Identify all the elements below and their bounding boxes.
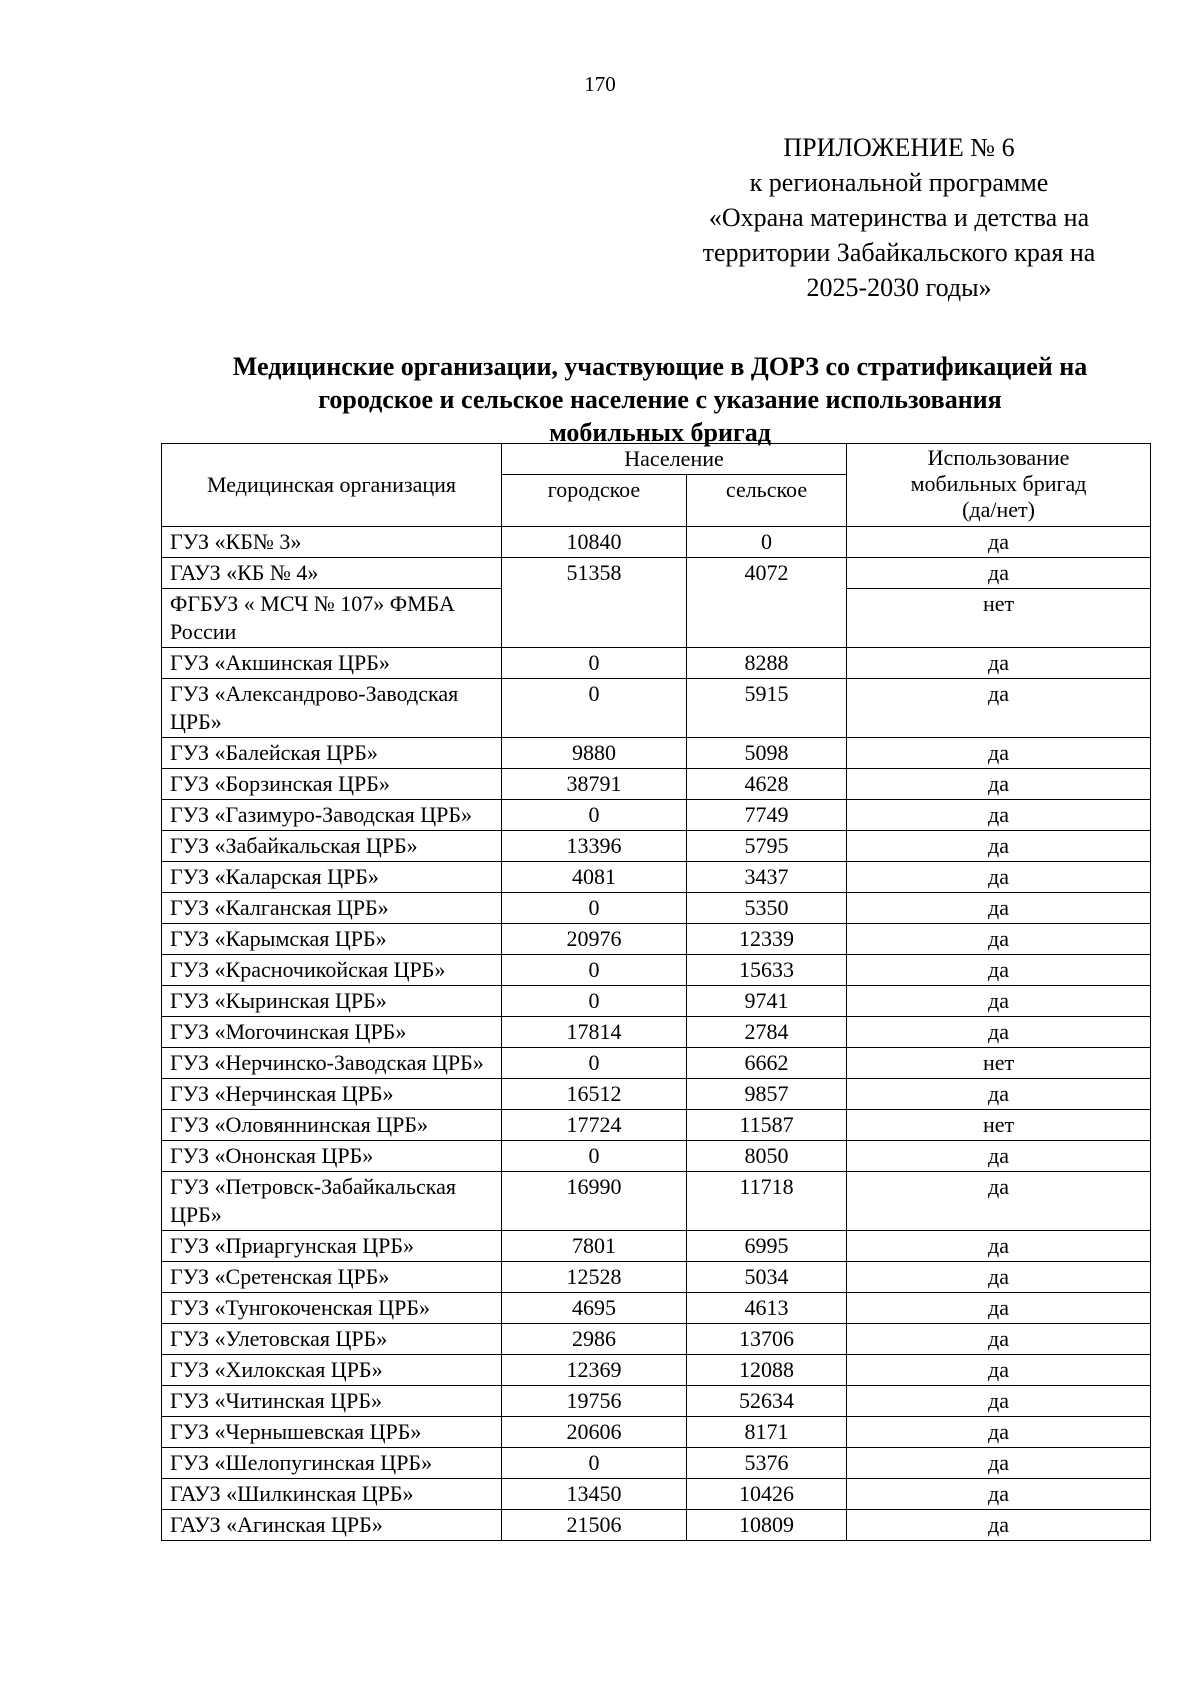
organization-cell: ГУЗ «КБ№ 3» <box>162 527 502 558</box>
mobile-brigades-cell: да <box>847 955 1151 986</box>
organization-cell: ГУЗ «Шелопугинская ЦРБ» <box>162 1448 502 1479</box>
organization-cell: ГУЗ «Красночикойская ЦРБ» <box>162 955 502 986</box>
urban-population-cell: 12369 <box>502 1355 687 1386</box>
rural-population-cell: 6995 <box>687 1231 847 1262</box>
table-row <box>162 893 1151 924</box>
mobile-brigades-cell: да <box>847 1141 1151 1172</box>
table-row <box>162 1417 1151 1448</box>
rural-population-cell: 5098 <box>687 738 847 769</box>
table-row <box>162 955 1151 986</box>
urban-population-cell: 12528 <box>502 1262 687 1293</box>
mobile-brigades-cell: да <box>847 1386 1151 1417</box>
table-row <box>162 1293 1151 1324</box>
organization-cell: ГАУЗ «Шилкинская ЦРБ» <box>162 1479 502 1510</box>
urban-population-cell: 13450 <box>502 1479 687 1510</box>
mobile-brigades-cell: да <box>847 558 1151 589</box>
rural-population-cell: 4628 <box>687 769 847 800</box>
organization-cell: ГУЗ «Хилокская ЦРБ» <box>162 1355 502 1386</box>
rural-population-cell: 11718 <box>687 1172 847 1231</box>
rural-population-cell: 5915 <box>687 679 847 738</box>
mobile-brigades-cell: да <box>847 924 1151 955</box>
mobile-brigades-cell: да <box>847 1017 1151 1048</box>
appendix-line: территории Забайкальского края на <box>702 238 1096 267</box>
rural-population-cell: 6662 <box>687 1048 847 1079</box>
header-rural: сельское <box>687 475 847 527</box>
urban-population-cell: 13396 <box>502 831 687 862</box>
mobile-brigades-cell: да <box>847 1079 1151 1110</box>
organization-cell: ГУЗ «Читинская ЦРБ» <box>162 1386 502 1417</box>
table-row <box>162 862 1151 893</box>
urban-population-cell: 19756 <box>502 1386 687 1417</box>
urban-population-cell: 16990 <box>502 1172 687 1231</box>
appendix-line: ПРИЛОЖЕНИЕ № 6 <box>783 133 1015 162</box>
urban-population-cell: 16512 <box>502 1079 687 1110</box>
rural-population-cell: 11587 <box>687 1110 847 1141</box>
mobile-brigades-cell: да <box>847 769 1151 800</box>
mobile-brigades-cell: да <box>847 1479 1151 1510</box>
urban-population-cell: 0 <box>502 955 687 986</box>
table-row <box>162 1386 1151 1417</box>
rural-population-cell: 4072 <box>687 558 847 648</box>
rural-population-cell: 5376 <box>687 1448 847 1479</box>
document-title <box>160 350 1160 449</box>
table-row <box>162 1048 1151 1079</box>
rural-population-cell: 15633 <box>687 955 847 986</box>
organization-cell: ГУЗ «Забайкальская ЦРБ» <box>162 831 502 862</box>
mobile-brigades-cell: да <box>847 738 1151 769</box>
organization-cell: ГУЗ «Александрово-Заводская ЦРБ» <box>162 679 502 738</box>
appendix-line: 2025-2030 годы» <box>806 273 992 302</box>
title-line: городское и сельское население с указание использования <box>318 385 1002 414</box>
organization-cell: ГУЗ «Кыринская ЦРБ» <box>162 986 502 1017</box>
organization-cell: ГУЗ «Нерчинско-Заводская ЦРБ» <box>162 1048 502 1079</box>
rural-population-cell: 7749 <box>687 800 847 831</box>
table-header-row <box>162 444 1151 475</box>
organization-cell: ГУЗ «Приаргунская ЦРБ» <box>162 1231 502 1262</box>
table-row <box>162 527 1151 558</box>
urban-population-cell: 4081 <box>502 862 687 893</box>
urban-population-cell: 9880 <box>502 738 687 769</box>
mobile-brigades-cell: да <box>847 1510 1151 1541</box>
header-mobile-brigades <box>847 444 1151 527</box>
table-row <box>162 1079 1151 1110</box>
page-number: 170 <box>584 72 616 96</box>
header-organization: Медицинская организация <box>162 444 502 527</box>
organization-cell: ГУЗ «Нерчинская ЦРБ» <box>162 1079 502 1110</box>
organization-cell: ФГБУЗ « МСЧ № 107» ФМБА России <box>162 589 502 648</box>
appendix-line: к региональной программе <box>749 168 1049 197</box>
mobile-brigades-cell: нет <box>847 589 1151 648</box>
table-row <box>162 679 1151 738</box>
urban-population-cell: 17814 <box>502 1017 687 1048</box>
urban-population-cell: 0 <box>502 648 687 679</box>
organization-cell: ГУЗ «Карымская ЦРБ» <box>162 924 502 955</box>
rural-population-cell: 0 <box>687 527 847 558</box>
rural-population-cell: 12339 <box>687 924 847 955</box>
table-row <box>162 1110 1151 1141</box>
mobile-brigades-cell: нет <box>847 1110 1151 1141</box>
mobile-brigades-cell: да <box>847 1172 1151 1231</box>
rural-population-cell: 13706 <box>687 1324 847 1355</box>
mobile-brigades-cell: да <box>847 648 1151 679</box>
mobile-brigades-cell: да <box>847 800 1151 831</box>
organization-cell: ГУЗ «Сретенская ЦРБ» <box>162 1262 502 1293</box>
urban-population-cell: 4695 <box>502 1293 687 1324</box>
rural-population-cell: 12088 <box>687 1355 847 1386</box>
mobile-brigades-cell: да <box>847 893 1151 924</box>
rural-population-cell: 3437 <box>687 862 847 893</box>
urban-population-cell: 0 <box>502 893 687 924</box>
urban-population-cell: 0 <box>502 1448 687 1479</box>
table-row <box>162 1017 1151 1048</box>
urban-population-cell: 38791 <box>502 769 687 800</box>
organization-cell: ГАУЗ «КБ № 4» <box>162 558 502 589</box>
rural-population-cell: 10809 <box>687 1510 847 1541</box>
table-row <box>162 738 1151 769</box>
mobile-brigades-cell: да <box>847 1448 1151 1479</box>
organization-cell: ГУЗ «Оловяннинская ЦРБ» <box>162 1110 502 1141</box>
urban-population-cell: 10840 <box>502 527 687 558</box>
urban-population-cell: 2986 <box>502 1324 687 1355</box>
mobile-brigades-cell: да <box>847 1324 1151 1355</box>
header-population: Население <box>502 444 847 475</box>
mobile-brigades-cell: да <box>847 986 1151 1017</box>
mobile-brigades-cell: да <box>847 679 1151 738</box>
title-line: мобильных бригад <box>549 418 771 447</box>
urban-population-cell: 17724 <box>502 1110 687 1141</box>
organization-cell: ГАУЗ «Агинская ЦРБ» <box>162 1510 502 1541</box>
mobile-brigades-cell: да <box>847 1355 1151 1386</box>
organization-cell: ГУЗ «Калганская ЦРБ» <box>162 893 502 924</box>
rural-population-cell: 8050 <box>687 1141 847 1172</box>
rural-population-cell: 8171 <box>687 1417 847 1448</box>
organization-cell: ГУЗ «Улетовская ЦРБ» <box>162 1324 502 1355</box>
table-row <box>162 558 1151 589</box>
urban-population-cell: 20976 <box>502 924 687 955</box>
rural-population-cell: 8288 <box>687 648 847 679</box>
organization-cell: ГУЗ «Балейская ЦРБ» <box>162 738 502 769</box>
organization-cell: ГУЗ «Тунгокоченская ЦРБ» <box>162 1293 502 1324</box>
rural-population-cell: 9857 <box>687 1079 847 1110</box>
mobile-brigades-cell: да <box>847 1231 1151 1262</box>
urban-population-cell: 7801 <box>502 1231 687 1262</box>
urban-population-cell: 0 <box>502 800 687 831</box>
mobile-brigades-cell: да <box>847 1262 1151 1293</box>
organization-cell: ГУЗ «Газимуро-Заводская ЦРБ» <box>162 800 502 831</box>
organization-cell: ГУЗ «Борзинская ЦРБ» <box>162 769 502 800</box>
urban-population-cell: 0 <box>502 1048 687 1079</box>
mobile-brigades-cell: да <box>847 831 1151 862</box>
mobile-brigades-cell: да <box>847 1417 1151 1448</box>
organization-cell: ГУЗ «Акшинская ЦРБ» <box>162 648 502 679</box>
mobile-brigades-cell: нет <box>847 1048 1151 1079</box>
urban-population-cell: 51358 <box>502 558 687 648</box>
organization-cell: ГУЗ «Ононская ЦРБ» <box>162 1141 502 1172</box>
mobile-brigades-cell: да <box>847 1293 1151 1324</box>
urban-population-cell: 20606 <box>502 1417 687 1448</box>
table-row <box>162 924 1151 955</box>
rural-population-cell: 4613 <box>687 1293 847 1324</box>
urban-population-cell: 0 <box>502 679 687 738</box>
urban-population-cell: 0 <box>502 1141 687 1172</box>
organization-cell: ГУЗ «Могочинская ЦРБ» <box>162 1017 502 1048</box>
table-row <box>162 648 1151 679</box>
table-row <box>162 1141 1151 1172</box>
organization-cell: ГУЗ «Петровск-Забайкальская ЦРБ» <box>162 1172 502 1231</box>
organizations-table <box>161 443 1151 1541</box>
rural-population-cell: 5350 <box>687 893 847 924</box>
table-row <box>162 800 1151 831</box>
table-row <box>162 1355 1151 1386</box>
appendix-header <box>664 130 1134 305</box>
table-row <box>162 1231 1151 1262</box>
urban-population-cell: 21506 <box>502 1510 687 1541</box>
rural-population-cell: 5795 <box>687 831 847 862</box>
table-row <box>162 1448 1151 1479</box>
table-row <box>162 1262 1151 1293</box>
rural-population-cell: 2784 <box>687 1017 847 1048</box>
header-mobile-line: мобильных бригад <box>910 471 1087 496</box>
mobile-brigades-cell: да <box>847 862 1151 893</box>
organization-cell: ГУЗ «Каларская ЦРБ» <box>162 862 502 893</box>
header-mobile-line: (да/нет) <box>962 497 1035 522</box>
header-mobile-line: Использование <box>927 445 1070 470</box>
table-row <box>162 769 1151 800</box>
table-row <box>162 1324 1151 1355</box>
title-line: Медицинские организации, участвующие в ДОРЗ со стратификацией на <box>232 352 1088 381</box>
table-row <box>162 1172 1151 1231</box>
header-urban: городское <box>502 475 687 527</box>
rural-population-cell: 10426 <box>687 1479 847 1510</box>
appendix-line: «Охрана материнства и детства на <box>708 203 1090 232</box>
table-row <box>162 1510 1151 1541</box>
table-row <box>162 986 1151 1017</box>
urban-population-cell: 0 <box>502 986 687 1017</box>
table-row <box>162 831 1151 862</box>
mobile-brigades-cell: да <box>847 527 1151 558</box>
organization-cell: ГУЗ «Чернышевская ЦРБ» <box>162 1417 502 1448</box>
rural-population-cell: 9741 <box>687 986 847 1017</box>
rural-population-cell: 52634 <box>687 1386 847 1417</box>
table-body <box>162 527 1151 1541</box>
rural-population-cell: 5034 <box>687 1262 847 1293</box>
table-row <box>162 1479 1151 1510</box>
